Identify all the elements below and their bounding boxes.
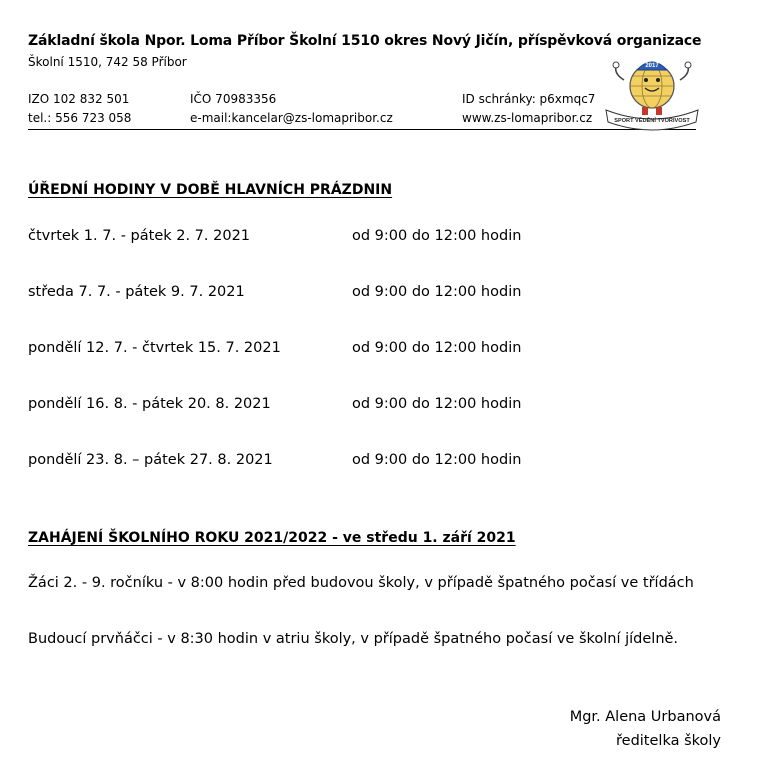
office-hours-time: od 9:00 do 12:00 hodin bbox=[352, 452, 522, 468]
school-address: Školní 1510, 742 58 Příbor bbox=[28, 55, 187, 69]
office-hours-time: od 9:00 do 12:00 hodin bbox=[352, 228, 522, 244]
signature-role: ředitelka školy bbox=[616, 733, 721, 749]
first-graders-info: Budoucí prvňáčci - v 8:30 hodin v atriu školy, v případě špatného počasí ve školní jídelně. bbox=[28, 631, 679, 647]
svg-text:SPORT VĚDĚNÍ TVOŘIVOST: SPORT VĚDĚNÍ TVOŘIVOST bbox=[614, 118, 690, 124]
office-hours-dates: pondělí 12. 7. - čtvrtek 15. 7. 2021 bbox=[28, 340, 281, 356]
office-hours-dates: pondělí 23. 8. – pátek 27. 8. 2021 bbox=[28, 452, 273, 468]
signature-name: Mgr. Alena Urbanová bbox=[569, 709, 721, 725]
izo-number: IZO 102 832 501 bbox=[28, 92, 130, 106]
svg-text:2017: 2017 bbox=[645, 63, 659, 69]
email-address: e-mail:kancelar@zs-lomapribor.cz bbox=[190, 111, 393, 125]
office-hours-dates: pondělí 16. 8. - pátek 20. 8. 2021 bbox=[28, 396, 271, 412]
ico-number: IČO 70983356 bbox=[190, 92, 277, 106]
header-divider bbox=[28, 129, 696, 130]
office-hours-time: od 9:00 do 12:00 hodin bbox=[352, 340, 522, 356]
school-logo-icon bbox=[604, 50, 700, 132]
office-hours-title: ÚŘEDNÍ HODINY V DOBĚ HLAVNÍCH PRÁZDNIN bbox=[28, 182, 393, 198]
pupils-info: Žáci 2. - 9. ročníku - v 8:00 hodin před budovou školy, v případě špatného počasí ve třídách bbox=[28, 575, 694, 591]
office-hours-time: od 9:00 do 12:00 hodin bbox=[352, 396, 522, 412]
phone-number: tel.: 556 723 058 bbox=[28, 111, 132, 125]
office-hours-time: od 9:00 do 12:00 hodin bbox=[352, 284, 522, 300]
school-name: Základní škola Npor. Loma Příbor Školní 1510 okres Nový Jičín, příspěvková organizace bbox=[28, 33, 702, 49]
office-hours-dates: čtvrtek 1. 7. - pátek 2. 7. 2021 bbox=[28, 228, 251, 244]
databox-id: ID schránky: p6xmqc7 bbox=[462, 92, 596, 106]
website: www.zs-lomapribor.cz bbox=[462, 111, 593, 125]
school-year-title: ZAHÁJENÍ ŠKOLNÍHO ROKU 2021/2022 - ve středu 1. září 2021 bbox=[28, 530, 516, 546]
office-hours-dates: středa 7. 7. - pátek 9. 7. 2021 bbox=[28, 284, 245, 300]
